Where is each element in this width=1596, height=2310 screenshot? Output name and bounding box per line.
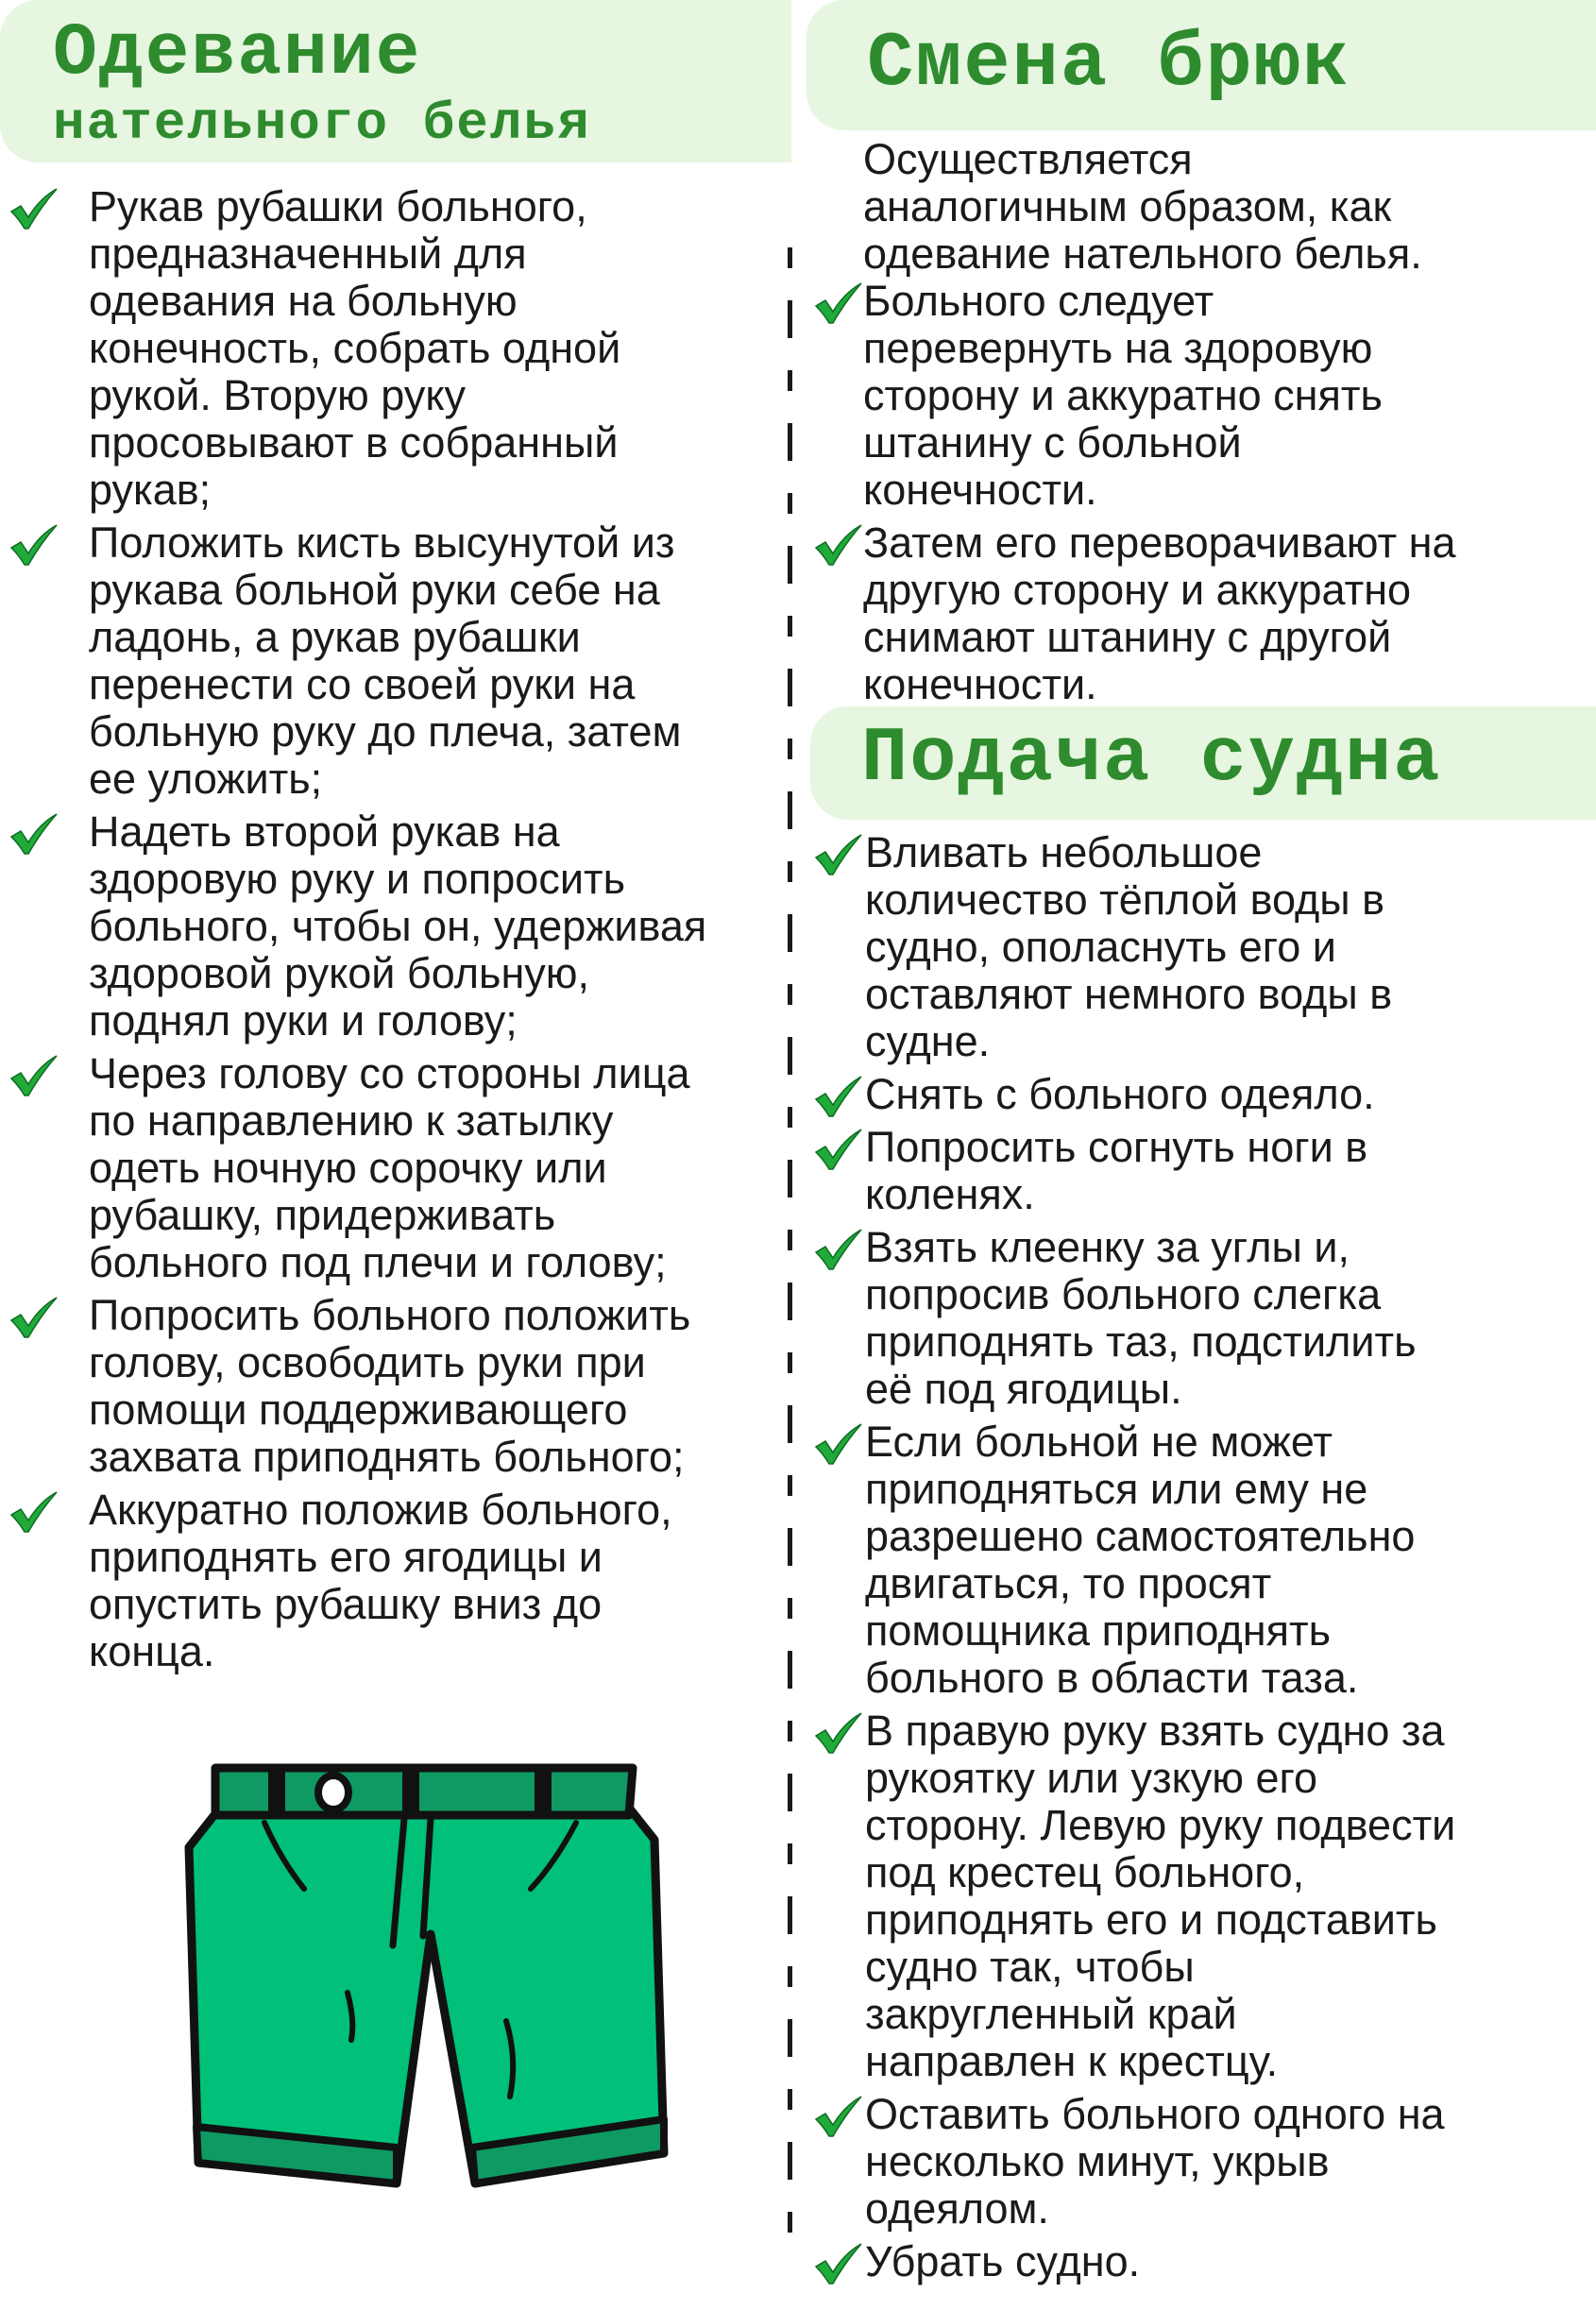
divider-dash [788, 669, 792, 706]
checkmark-icon [812, 1228, 863, 1271]
divider-dash [788, 1598, 792, 1619]
list-item-line: ладонь, а рукав рубашки [89, 613, 581, 661]
divider-dash [788, 247, 792, 268]
list-item-line: помощи поддерживающего [89, 1385, 628, 1434]
list-item-line: её под ягодицы. [865, 1365, 1182, 1413]
divider-dash [788, 546, 792, 584]
checkmark-icon [812, 1422, 863, 1466]
list-item-line: больную руку до плеча, затем [89, 707, 682, 756]
list-item-line: конечность, собрать одной [89, 324, 621, 372]
checkmark-icon [8, 1296, 59, 1339]
divider-dash [788, 2019, 792, 2057]
list-item-line: попросив больного слегка [865, 1270, 1382, 1318]
list-item-line: под крестец больного, [865, 1848, 1305, 1896]
intro-line: Осуществляется [863, 135, 1193, 183]
divider-dash [788, 739, 792, 759]
checkmark-icon [8, 523, 59, 567]
list-item-line: рукоятку или узкую его [865, 1754, 1318, 1802]
list-item-line: перенести со своей руки на [89, 660, 636, 708]
divider-dash [788, 1721, 792, 1741]
list-item-line: по направлению к затылку [89, 1096, 614, 1145]
list-item-line: несколько минут, укрыв [865, 2137, 1330, 2185]
list-item-line: здоровой рукой больную, [89, 949, 590, 997]
list-item-line: другую сторону и аккуратно [863, 566, 1412, 614]
list-item-line: здоровую руку и попросить [89, 855, 626, 903]
divider-dash [788, 861, 792, 882]
divider-dash [788, 1282, 792, 1320]
list-item-line: Снять с больного одеяло. [865, 1070, 1375, 1118]
list-item-line: Через голову со стороны лица [89, 1049, 690, 1097]
checkmark-icon [812, 833, 863, 876]
list-item-line: просовывают в собранный [89, 418, 619, 467]
checkmark-icon [8, 1490, 59, 1534]
list-item-line: приподнять таз, подстилить [865, 1317, 1417, 1366]
checkmark-icon [812, 523, 863, 567]
list-item-line: В правую руку взять судно за [865, 1707, 1445, 1755]
list-item-line: приподнять его ягодицы и [89, 1533, 603, 1581]
list-item-line: перевернуть на здоровую [863, 324, 1373, 372]
list-item-line: конца. [89, 1627, 215, 1675]
list-item-line: направлен к крестцу. [865, 2037, 1279, 2085]
right-top-section-title: Смена брюк [867, 20, 1351, 108]
list-item-line: разрешено самостоятельно [865, 1512, 1416, 1560]
list-item-line: захвата приподнять больного; [89, 1433, 685, 1481]
divider-dash [788, 2142, 792, 2180]
list-item-line: ее уложить; [89, 755, 323, 803]
divider-dash [788, 1966, 792, 1987]
divider-dash [788, 493, 792, 514]
list-item-line: одеялом. [865, 2184, 1049, 2233]
list-item-line: Аккуратно положив больного, [89, 1486, 672, 1534]
list-item-line: Положить кисть высунутой из [89, 518, 675, 567]
list-item-line: приподнять его и подставить [865, 1895, 1437, 1944]
divider-dash [788, 423, 792, 461]
list-item-line: конечности. [863, 660, 1097, 708]
divider-dash [788, 1774, 792, 1811]
right-mid-section-title: Подача судна [861, 715, 1442, 803]
divider-dash [788, 1107, 792, 1128]
divider-dash [788, 791, 792, 829]
list-item-line: сторону. Левую руку подвести [865, 1801, 1456, 1849]
list-item-line: сторону и аккуратно снять [863, 371, 1383, 419]
checkmark-icon [8, 812, 59, 856]
list-item-line: больного под плечи и голову; [89, 1238, 667, 1286]
divider-dash [788, 1352, 792, 1373]
divider-dash [788, 1475, 792, 1496]
list-item-line: помощника приподнять [865, 1606, 1332, 1655]
list-item-line: двигаться, то просят [865, 1559, 1272, 1607]
list-item-line: рукой. Вторую руку [89, 371, 467, 419]
divider-dash [788, 1896, 792, 1934]
checkmark-icon [812, 2242, 863, 2285]
divider-dash [788, 1405, 792, 1443]
divider-dash [788, 1528, 792, 1566]
divider-dash [788, 370, 792, 391]
checkmark-icon [8, 187, 59, 230]
divider-dash [788, 914, 792, 952]
checkmark-icon [812, 1128, 863, 1171]
list-item-line: голову, освободить руки при [89, 1338, 646, 1386]
divider-dash [788, 1037, 792, 1075]
divider-dash [788, 300, 792, 338]
list-item-line: больного, чтобы он, удерживая [89, 902, 707, 950]
list-item-line: Взять клеенку за углы и, [865, 1223, 1350, 1271]
list-item-line: штанину с больной [863, 418, 1242, 467]
divider-dash [788, 2212, 792, 2233]
list-item-line: количество тёплой воды в [865, 875, 1385, 924]
divider-dash [788, 2089, 792, 2110]
list-item-line: Надеть второй рукав на [89, 807, 560, 856]
shorts-icon [178, 1757, 669, 2229]
list-item-line: Попросить больного положить [89, 1291, 691, 1339]
divider-dash [788, 1160, 792, 1197]
list-item-line: Вливать небольшое [865, 828, 1263, 876]
divider-dash [788, 616, 792, 637]
list-item-line: Оставить больного одного на [865, 2090, 1445, 2138]
list-item-line: рубашку, придерживать [89, 1191, 556, 1239]
list-item-line: поднял руки и голову; [89, 996, 518, 1045]
list-item-line: опустить рубашку вниз до [89, 1580, 603, 1628]
list-item-line: Больного следует [863, 277, 1214, 325]
checkmark-icon [812, 1711, 863, 1755]
intro-line: одевание нательного белья. [863, 229, 1422, 278]
list-item-line: предназначенный для [89, 229, 527, 278]
list-item-line: Убрать судно. [865, 2237, 1141, 2285]
checkmark-icon [812, 1075, 863, 1118]
list-item-line: Попросить согнуть ноги в [865, 1123, 1368, 1171]
list-item-line: рукав; [89, 466, 212, 514]
list-item-line: судно так, чтобы [865, 1943, 1195, 1991]
list-item-line: Рукав рубашки больного, [89, 182, 587, 230]
list-item-line: судне. [865, 1017, 991, 1065]
list-item-line: приподняться или ему не [865, 1465, 1368, 1513]
list-item-line: оставляют немного воды в [865, 970, 1393, 1018]
left-section-subtitle: нательного белья [53, 93, 591, 154]
list-item-line: снимают штанину с другой [863, 613, 1392, 661]
list-item-line: одевания на больную [89, 277, 518, 325]
list-item-line: судно, ополаснуть его и [865, 923, 1336, 971]
intro-line: аналогичным образом, как [863, 182, 1392, 230]
left-section-title: Одевание [53, 12, 422, 95]
list-item-line: рукава больной руки себе на [89, 566, 660, 614]
divider-dash [788, 1843, 792, 1864]
list-item-line: закругленный край [865, 1990, 1237, 2038]
list-item-line: одеть ночную сорочку или [89, 1144, 607, 1192]
list-item-line: конечности. [863, 466, 1097, 514]
checkmark-icon [812, 281, 863, 325]
list-item-line: Если больной не может [865, 1418, 1333, 1466]
list-item-line: Затем его переворачивают на [863, 518, 1456, 567]
divider-dash [788, 984, 792, 1005]
divider-dash [788, 1230, 792, 1250]
divider-dash [788, 1651, 792, 1689]
list-item-line: коленях. [865, 1170, 1035, 1218]
checkmark-icon [812, 2095, 863, 2138]
list-item-line: больного в области таза. [865, 1654, 1359, 1702]
checkmark-icon [8, 1054, 59, 1097]
